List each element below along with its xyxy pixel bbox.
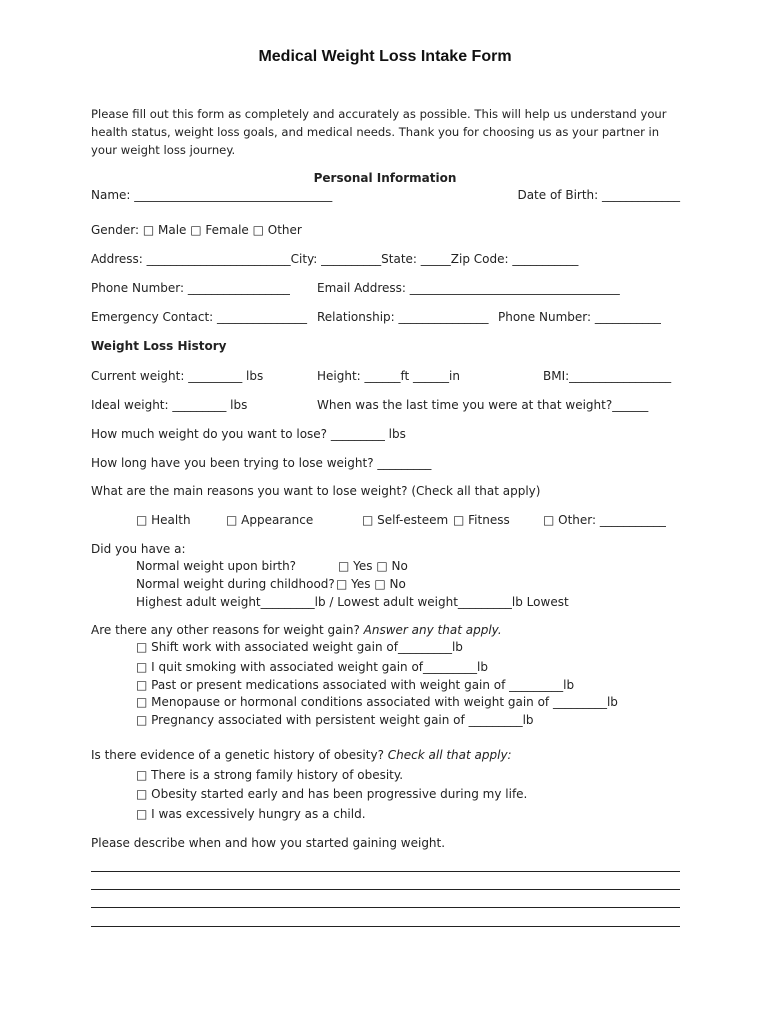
weight-history-heading: Weight Loss History	[91, 339, 227, 353]
genetic-option-hungry-child[interactable]: □ I was excessively hungry as a child.	[136, 807, 366, 821]
personal-info-heading: Personal Information	[313, 171, 457, 185]
reason-other-checkbox[interactable]: □ Other: ___________	[543, 513, 666, 527]
gain-option-menopause[interactable]: □ Menopause or hormonal conditions associated with weight gain of _________lb	[136, 695, 618, 709]
email-field[interactable]: Email Address: ___________________________________	[317, 281, 620, 295]
how-much-field[interactable]: How much weight do you want to lose? _________ lbs	[91, 427, 406, 441]
reason-fitness-checkbox[interactable]: □ Fitness	[453, 513, 510, 527]
relationship-field[interactable]: Relationship: _______________	[317, 310, 489, 324]
birth-weight-label: Normal weight upon birth?	[136, 559, 297, 573]
form-title: Medical Weight Loss Intake Form	[258, 48, 512, 65]
weight-gain-question-text: Are there any other reasons for weight gain?	[91, 623, 360, 637]
gain-option-pregnancy[interactable]: □ Pregnancy associated with persistent weight gain of _________lb	[136, 713, 534, 727]
childhood-weight-options[interactable]: □ Yes □ No	[336, 577, 406, 591]
answer-line-4[interactable]	[91, 926, 680, 927]
last-time-field[interactable]: When was the last time you were at that weight?______	[317, 398, 649, 412]
genetic-question-text: Is there evidence of a genetic history of obesity?	[91, 748, 384, 762]
reason-appearance-checkbox[interactable]: □ Appearance	[226, 513, 314, 527]
intro-paragraph: Please fill out this form as completely and accurately as possible. This will help us understand your health status, weight loss goals, and medical needs. Thank you for choosing us as your partner in your weight loss journey.	[91, 107, 667, 157]
weight-gain-question	[91, 622, 502, 638]
how-long-field[interactable]: How long have you been trying to lose weight? _________	[91, 456, 432, 470]
reason-self-esteem-checkbox[interactable]: □ Self-esteem	[362, 513, 449, 527]
childhood-weight-label: Normal weight during childhood?	[136, 577, 335, 591]
gain-option-medications[interactable]: □ Past or present medications associated with weight gain of _________lb	[136, 678, 575, 692]
phone-field[interactable]: Phone Number: _________________	[91, 281, 290, 295]
gain-option-quit-smoking[interactable]: □ I quit smoking with associated weight gain of_________lb	[136, 660, 488, 674]
current-weight-field[interactable]: Current weight: _________ lbs	[91, 369, 264, 383]
emergency-contact-field[interactable]: Emergency Contact: _______________	[91, 310, 308, 324]
gain-option-shift-work[interactable]: □ Shift work with associated weight gain of_________lb	[136, 640, 463, 654]
did-you-have-label: Did you have a:	[91, 542, 186, 556]
height-field[interactable]: Height: ______ft ______in	[317, 369, 460, 383]
gender-options[interactable]: Gender: □ Male □ Female □ Other	[91, 223, 302, 237]
emergency-phone-field[interactable]: Phone Number: ___________	[498, 310, 661, 324]
genetic-option-family-history[interactable]: □ There is a strong family history of obesity.	[136, 768, 404, 782]
answer-line-2[interactable]	[91, 889, 680, 890]
answer-line-1[interactable]	[91, 871, 680, 872]
answer-line-3[interactable]	[91, 907, 680, 908]
highest-lowest-weight-field[interactable]: Highest adult weight_________lb / Lowest adult weight_________lb Lowest	[136, 595, 569, 609]
genetic-question-hint: Check all that apply:	[387, 748, 512, 762]
genetic-question	[91, 747, 512, 763]
birth-weight-options[interactable]: □ Yes □ No	[338, 559, 408, 573]
bmi-field[interactable]: BMI:_________________	[543, 369, 672, 383]
describe-question: Please describe when and how you started gaining weight.	[91, 836, 446, 850]
name-field[interactable]: Name: _________________________________	[91, 188, 333, 202]
weight-gain-question-hint: Answer any that apply.	[363, 623, 502, 637]
reasons-question: What are the main reasons you want to lose weight? (Check all that apply)	[91, 484, 541, 498]
dob-field[interactable]: Date of Birth: _____________	[517, 188, 680, 202]
genetic-option-early-onset[interactable]: □ Obesity started early and has been progressive during my life.	[136, 787, 528, 801]
reason-health-checkbox[interactable]: □ Health	[136, 513, 191, 527]
ideal-weight-field[interactable]: Ideal weight: _________ lbs	[91, 398, 248, 412]
address-row[interactable]: Address: ________________________City: __________State: _____Zip Code: ___________	[91, 252, 579, 266]
